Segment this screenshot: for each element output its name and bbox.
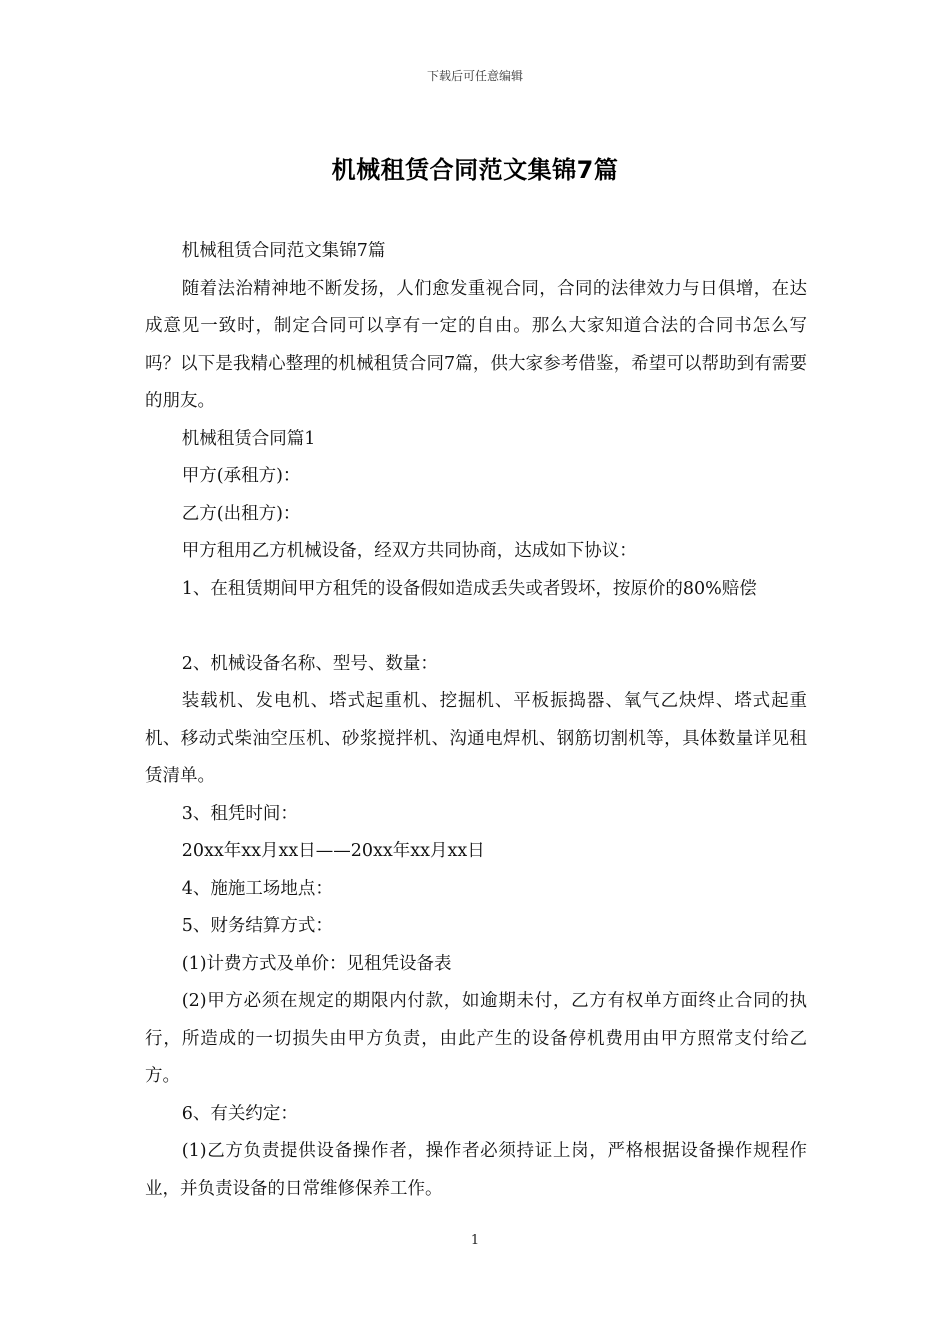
paragraph-clause-4: 4、施施工场地点： bbox=[181, 878, 333, 899]
document-body bbox=[145, 233, 807, 1208]
paragraph-intro: 随着法治精神地不断发扬，人们愈发重视合同，合同的法律效力与日俱增，在达成意见一致时，制定合同可以享有一定的自由。那么大家知道合法的合同书怎么写吗？以下是我精心整理的机械租赁合同7篇，供大家参考借鉴，希望可以帮助到有需要的朋友。 bbox=[145, 278, 807, 411]
paragraph-party-b: 乙方(出租方)： bbox=[181, 503, 301, 524]
header-note: 下载后可任意编辑 bbox=[426, 69, 523, 83]
paragraph-subtitle: 机械租赁合同范文集锦7篇 bbox=[181, 241, 386, 261]
paragraph-clause-5-1: (1)计费方式及单价：见租凭设备表 bbox=[181, 953, 452, 974]
paragraph-clause-1: 1、在租赁期间甲方租凭的设备假如造成丢失或者毁坏，按原价的80%赔偿 bbox=[181, 578, 757, 599]
paragraph-clause-6: 6、有关约定： bbox=[181, 1103, 298, 1124]
paragraph-clause-5: 5、财务结算方式： bbox=[181, 916, 333, 936]
paragraph-clause-5-2: (2)甲方必须在规定的期限内付款，如逾期未付，乙方有权单方面终止合同的执行，所造成的一切损失由甲方负责，由此产生的设备停机费用由甲方照常支付给乙方。 bbox=[145, 991, 807, 1086]
document-title: 机械租赁合同范文集锦7篇 bbox=[331, 156, 619, 184]
page-number: 1 bbox=[470, 1233, 480, 1248]
paragraph-agreement: 甲方租用乙方机械设备，经双方共同协商，达成如下协议： bbox=[181, 541, 637, 561]
paragraph-equipment-list: 装载机、发电机、塔式起重机、挖掘机、平板振捣器、氧气乙炔焊、塔式起重机、移动式柴油空压机、砂浆搅拌机、沟通电焊机、钢筋切割机等，具体数量详见租赁清单。 bbox=[145, 691, 807, 786]
paragraph-clause-6-1: (1)乙方负责提供设备操作者，操作者必须持证上岗，严格根据设备操作规程作业，并负责设备的日常维修保养工作。 bbox=[145, 1141, 807, 1199]
paragraph-party-a: 甲方(承租方)： bbox=[181, 466, 301, 486]
paragraph-clause-2: 2、机械设备名称、型号、数量： bbox=[181, 653, 438, 674]
paragraph-clause-3: 3、租凭时间： bbox=[181, 803, 298, 824]
paragraph-contract-heading: 机械租赁合同篇1 bbox=[181, 428, 316, 449]
paragraph-rental-period: 20xx年xx月xx日——20xx年xx月xx日 bbox=[181, 841, 485, 861]
